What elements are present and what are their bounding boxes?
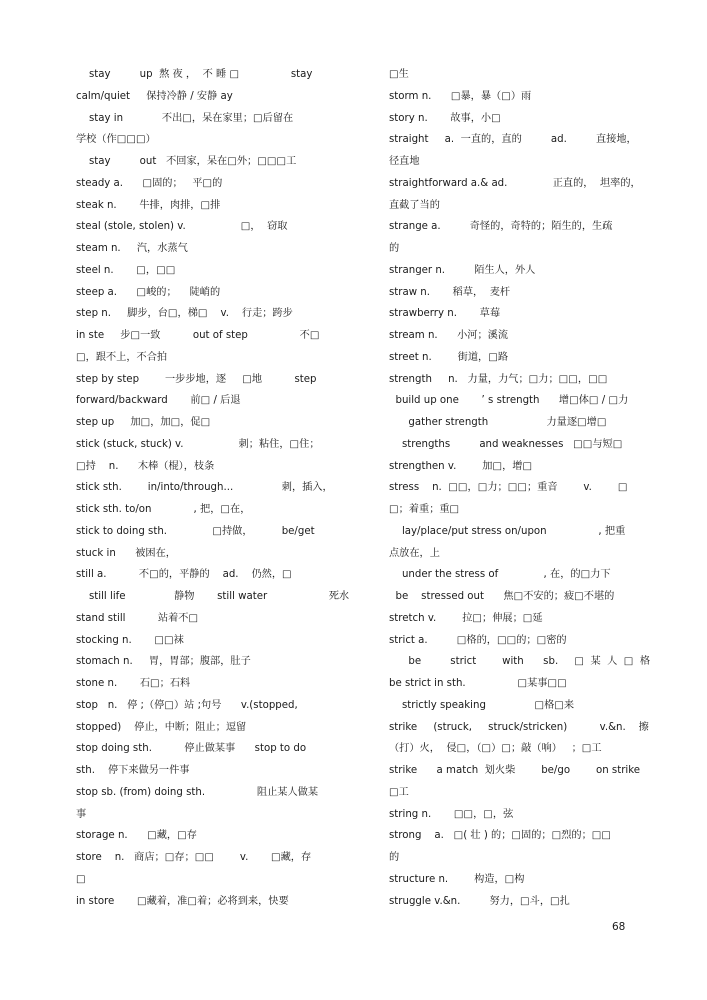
dictionary-line: （打）火， 侵□，（□）□；敲（响） ；□工: [389, 743, 602, 755]
dictionary-line: stop n. 停 ;（停□）站 ;句号 v.(stopped,: [76, 699, 298, 711]
dictionary-line: straw n. 稻草， 麦杆: [389, 286, 511, 298]
dictionary-line: calm/quiet 保持冷静 / 安静 ay: [76, 90, 233, 102]
dictionary-line: step by step 一步步地，逐 □地 step: [76, 373, 317, 385]
dictionary-line: step up 加□，加□，促□: [76, 417, 211, 428]
dictionary-line: gather strength 力量逐□增□: [389, 417, 607, 428]
dictionary-line: 直截了当的: [389, 199, 440, 211]
dictionary-line: strengths and weaknesses □□与短□: [389, 438, 623, 450]
dictionary-line: still a. 不□的，平静的 ad. 仍然，□: [76, 569, 292, 581]
dictionary-line: be stressed out 焦□不安的；疲□不堪的: [389, 591, 615, 602]
dictionary-line: steel n. □，□□: [76, 264, 176, 276]
dictionary-line: strike (struck, struck/stricken) v.&n. 擦: [389, 721, 649, 733]
page-number: 68: [612, 921, 626, 933]
dictionary-line: lay/place/put stress on/upon , 把重: [389, 525, 626, 537]
dictionary-line: □持 n. 木棒（棍），枝条: [76, 460, 215, 472]
dictionary-line: □；着重；重□: [389, 504, 460, 515]
dictionary-line: stone n. 石□；石料: [76, 678, 191, 689]
dictionary-line: structure n. 构造，□构: [389, 873, 525, 885]
dictionary-line: □: [76, 873, 86, 885]
dictionary-line: storage n. □藏，□存: [76, 830, 197, 842]
dictionary-line: build up one ’ s strength 增□体□ / □力: [389, 395, 629, 407]
dictionary-line: 事: [76, 808, 87, 820]
dictionary-line: sth. 停下来做另一件事: [76, 765, 190, 776]
dictionary-line: steal (stole, stolen) v. □， 窃取: [76, 221, 288, 233]
dictionary-line: steady a. □固的； 平□的: [76, 177, 223, 189]
dictionary-line: stop doing sth. 停止做某事 stop to do: [76, 743, 307, 755]
dictionary-line: in ste 步□一致 out of step 不□: [76, 330, 320, 341]
dictionary-line: be strict with sb. □ 某 人 □ 格: [389, 656, 651, 668]
dictionary-line: stomach n. 胃，胃部；腹部，肚子: [76, 656, 251, 668]
dictionary-line: in store □藏着，准□着；必将到来，快要: [76, 895, 289, 907]
dictionary-line: strawberry n. 草莓: [389, 308, 501, 320]
dictionary-line: 的: [389, 243, 400, 254]
dictionary-line: strike a match 划火柴 be/go on strike: [389, 765, 641, 776]
dictionary-line: stick (stuck, stuck) v. 刺；粘住，□住；: [76, 438, 320, 450]
dictionary-line: stay up 熬 夜 ， 不 睡 □ stay: [76, 69, 313, 80]
dictionary-line: □生: [389, 69, 409, 80]
dictionary-line: stress n. □□，□力；□□；重音 v. □: [389, 482, 628, 494]
dictionary-line: stop sb. (from) doing sth. 阻止某人做某: [76, 786, 319, 798]
dictionary-line: straight a. 一直的，直的 ad. 直接地，: [389, 134, 637, 146]
dictionary-line: □，跟不上，不合拍: [76, 351, 168, 363]
dictionary-line: stand still 站着不□: [76, 612, 199, 624]
dictionary-line: storm n. □暴，暴（□）雨: [389, 90, 532, 102]
dictionary-line: stranger n. 陌生人，外人: [389, 264, 536, 276]
dictionary-line: 径直地: [389, 156, 420, 167]
dictionary-line: stick sth. to/on , 把，□在，: [76, 504, 251, 515]
dictionary-line: 点放在，上: [389, 547, 440, 559]
dictionary-line: 的: [389, 852, 400, 863]
dictionary-line: still life 静物 still water 死水: [76, 591, 350, 602]
dictionary-line: stuck in 被困在，: [76, 547, 176, 559]
dictionary-line: stay out 不回家，呆在□外；□□□工: [76, 156, 297, 167]
dictionary-line: strengthen v. 加□，增□: [389, 460, 533, 472]
dictionary-line: strong a. □( 壮 ) 的；□固的；□烈的；□□: [389, 830, 612, 842]
dictionary-line: strange a. 奇怪的，奇特的；陌生的，生疏: [389, 221, 613, 233]
dictionary-line: stopped) 停止，中断；阻止；逗留: [76, 721, 247, 733]
dictionary-line: street n. 街道，□路: [389, 351, 509, 363]
dictionary-line: stick sth. in/into/through... 刺，插入，: [76, 482, 333, 494]
dictionary-line: 学校（作□□□）: [76, 134, 156, 146]
dictionary-line: forward/backward 前□ / 后退: [76, 395, 241, 407]
right-column: [389, 64, 651, 912]
dictionary-line: strength n. 力量，力气；□力；□□，□□: [389, 373, 608, 385]
dictionary-line: stretch v. 拉□；伸展；□延: [389, 612, 543, 624]
dictionary-line: store n. 商店；□存；□□ v. □藏，存: [76, 852, 312, 863]
dictionary-line: strict a. □格的，□□的；□密的: [389, 634, 567, 646]
dictionary-line: under the stress of , 在，的□力下: [389, 569, 611, 581]
dictionary-line: stream n. 小河；溪流: [389, 330, 509, 341]
dictionary-line: stay in 不出□，呆在家里；□后留在: [76, 112, 294, 124]
left-column: [76, 64, 350, 912]
dictionary-line: straightforward a.& ad. 正直的， 坦率的，: [389, 177, 641, 189]
dictionary-line: stick to doing sth. □持做， be/get: [76, 525, 315, 537]
dictionary-line: steep a. □峻的； 陡峭的: [76, 286, 221, 298]
dictionary-line: stocking n. □□袜: [76, 634, 184, 646]
dictionary-line: □工: [389, 786, 409, 798]
dictionary-line: be strict in sth. □某事□□: [389, 678, 567, 689]
dictionary-line: step n. 脚步，台□，梯□ v. 行走；跨步: [76, 308, 293, 320]
dictionary-line: story n. 故事，小□: [389, 112, 501, 124]
dictionary-line: struggle v.&n. 努力，□斗，□扎: [389, 895, 570, 907]
dictionary-line: strictly speaking □格□来: [389, 699, 575, 711]
dictionary-line: string n. □□，□，弦: [389, 808, 514, 820]
dictionary-line: steam n. 汽，水蒸气: [76, 243, 188, 254]
dictionary-line: steak n. 牛排，肉排，□排: [76, 199, 221, 211]
